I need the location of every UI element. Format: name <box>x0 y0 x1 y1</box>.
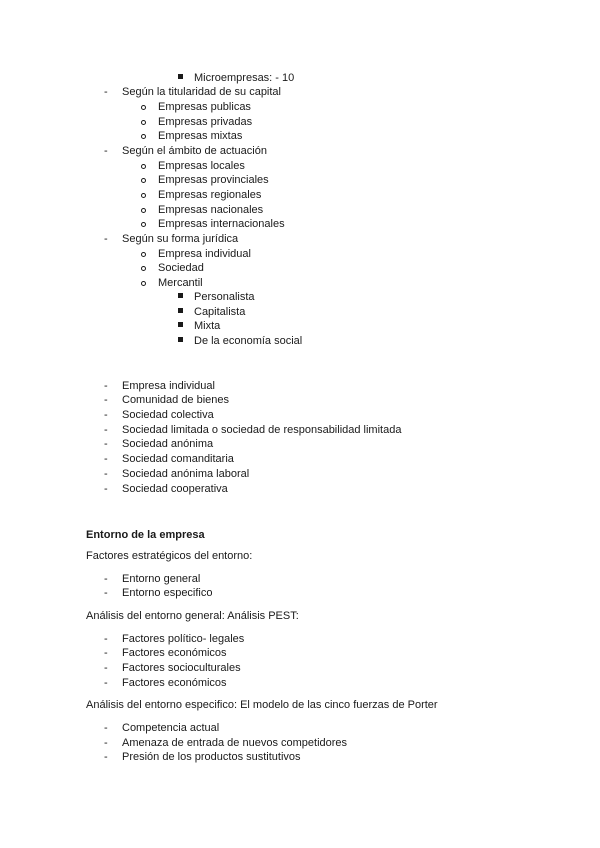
circle-bullet <box>141 266 146 271</box>
list-item: Empresas mixtas <box>158 130 243 142</box>
circle-bullet <box>141 252 146 257</box>
list-item: Sociedad limitada o sociedad de responsabilidad limitada <box>122 424 402 436</box>
list-item: Sociedad anónima <box>122 438 214 450</box>
square-bullet <box>178 74 183 79</box>
list-item: Mixta <box>194 320 221 332</box>
dash-bullet: - <box>104 438 108 450</box>
dash-bullet: - <box>104 380 108 392</box>
square-bullet <box>178 337 183 342</box>
dash-bullet: - <box>104 737 108 749</box>
list-item: Entorno especifico <box>122 587 213 599</box>
list-heading: Según su forma jurídica <box>122 233 239 245</box>
list-item: Empresas internacionales <box>158 218 285 230</box>
list-item: Sociedad colectiva <box>122 409 214 421</box>
circle-bullet <box>141 208 146 213</box>
list-item: Empresa individual <box>122 380 215 392</box>
square-bullet <box>178 308 183 313</box>
dash-bullet: - <box>104 751 108 763</box>
list-item: Empresas provinciales <box>158 174 269 186</box>
dash-bullet: - <box>104 573 108 585</box>
dash-bullet: - <box>104 483 108 495</box>
list-item: Empresas regionales <box>158 189 262 201</box>
square-bullet <box>178 322 183 327</box>
paragraph: Factores estratégicos del entorno: <box>86 550 253 562</box>
dash-bullet: - <box>104 394 108 406</box>
circle-bullet <box>141 222 146 227</box>
dash-bullet: - <box>104 409 108 421</box>
dash-bullet: - <box>104 453 108 465</box>
dash-bullet: - <box>104 647 108 659</box>
list-item: Empresa individual <box>158 248 251 260</box>
list-item: Empresas publicas <box>158 101 251 113</box>
dash-bullet: - <box>104 677 108 689</box>
list-item: Empresas nacionales <box>158 204 264 216</box>
list-item: Empresas locales <box>158 160 245 172</box>
circle-bullet <box>141 193 146 198</box>
list-item: Sociedad comanditaria <box>122 453 234 465</box>
circle-bullet <box>141 281 146 286</box>
list-item: Sociedad cooperativa <box>122 483 228 495</box>
list-item: Presión de los productos sustitutivos <box>122 751 301 763</box>
list-item: Empresas privadas <box>158 116 253 128</box>
list-item: Capitalista <box>194 306 246 318</box>
list-heading: Según el ámbito de actuación <box>122 145 267 157</box>
list-item: De la economía social <box>194 335 303 347</box>
dash-bullet: - <box>104 662 108 674</box>
dash-bullet: - <box>104 145 108 157</box>
dash-bullet: - <box>104 722 108 734</box>
circle-bullet <box>141 105 146 110</box>
paragraph: Análisis del entorno general: Análisis PEST: <box>86 610 299 622</box>
dash-bullet: - <box>104 468 108 480</box>
list-item: Microempresas: - 10 <box>194 72 295 84</box>
section-heading: Entorno de la empresa <box>86 529 205 541</box>
list-item: Factores socioculturales <box>122 662 241 674</box>
dash-bullet: - <box>104 424 108 436</box>
square-bullet <box>178 293 183 298</box>
list-heading: Según la titularidad de su capital <box>122 86 281 98</box>
circle-bullet <box>141 178 146 183</box>
list-item: Factores económicos <box>122 647 227 659</box>
paragraph: Análisis del entorno especifico: El modelo de las cinco fuerzas de Porter <box>86 699 438 711</box>
list-item: Entorno general <box>122 573 201 585</box>
list-item: Factores político- legales <box>122 633 245 645</box>
list-item: Sociedad anónima laboral <box>122 468 250 480</box>
list-item: Personalista <box>194 291 255 303</box>
circle-bullet <box>141 120 146 125</box>
dash-bullet: - <box>104 233 108 245</box>
circle-bullet <box>141 164 146 169</box>
list-item: Competencia actual <box>122 722 220 734</box>
dash-bullet: - <box>104 86 108 98</box>
list-item: Comunidad de bienes <box>122 394 230 406</box>
dash-bullet: - <box>104 587 108 599</box>
list-item: Sociedad <box>158 262 204 274</box>
list-item: Amenaza de entrada de nuevos competidores <box>122 737 348 749</box>
list-item: Mercantil <box>158 277 203 289</box>
circle-bullet <box>141 134 146 139</box>
list-item: Factores económicos <box>122 677 227 689</box>
dash-bullet: - <box>104 633 108 645</box>
